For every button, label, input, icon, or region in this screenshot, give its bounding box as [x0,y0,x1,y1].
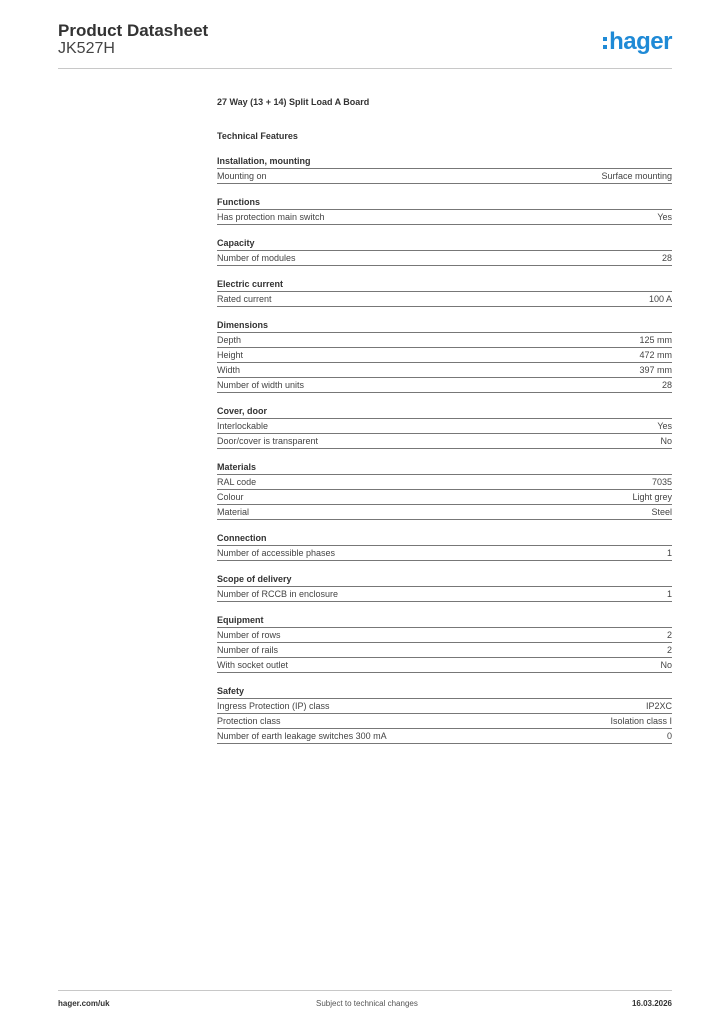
row-value: 7035 [651,477,672,487]
table-row [217,546,672,561]
group-title: Scope of delivery [217,572,672,587]
feature-group [217,195,672,225]
row-value: 125 mm [639,335,672,345]
logo-dots-icon [603,37,607,49]
table-row [217,490,672,505]
group-title: Connection [217,531,672,546]
row-value: 2 [666,630,672,640]
row-label: Width [217,365,241,375]
row-label: RAL code [217,477,257,487]
table-row [217,363,672,378]
table-row [217,628,672,643]
row-label: Protection class [217,716,281,726]
row-value: 0 [666,731,672,741]
row-value: Surface mounting [601,171,672,181]
product-name: 27 Way (13 + 14) Split Load A Board [217,97,370,107]
feature-group [217,572,672,602]
feature-groups [217,154,672,744]
row-label: Number of rails [217,645,279,655]
group-title: Electric current [217,277,672,292]
table-row [217,333,672,348]
row-value: 2 [666,645,672,655]
table-row [217,729,672,744]
feature-group [217,404,672,449]
table-row [217,251,672,266]
feature-group [217,277,672,307]
table-row [217,210,672,225]
row-value: 28 [661,253,672,263]
table-row [217,378,672,393]
feature-group [217,318,672,393]
row-label: Depth [217,335,242,345]
datasheet-content [217,95,672,744]
group-title: Capacity [217,236,672,251]
row-value: No [660,436,672,446]
row-value: 1 [666,589,672,599]
row-value: 397 mm [639,365,672,375]
row-value: Yes [657,212,672,222]
row-label: Height [217,350,244,360]
row-value: Yes [657,421,672,431]
table-row [217,475,672,490]
row-value: 100 A [648,294,672,304]
row-label: Colour [217,492,244,502]
row-value: 28 [661,380,672,390]
row-label: Interlockable [217,421,269,431]
feature-group [217,236,672,266]
row-label: Number of earth leakage switches 300 mA [217,731,387,741]
table-row [217,434,672,449]
group-title: Dimensions [217,318,672,333]
row-value: Isolation class I [610,716,672,726]
table-row [217,658,672,673]
footer-date: 16.03.2026 [631,999,672,1008]
row-value: 1 [666,548,672,558]
row-value: IP2XC [645,701,672,711]
row-label: Number of rows [217,630,281,640]
group-title: Materials [217,460,672,475]
feature-group [217,684,672,744]
footer-website[interactable]: hager.com/uk [58,999,110,1008]
product-code: JK527H [58,40,115,57]
table-row [217,505,672,520]
feature-group [217,613,672,673]
footer-note: Subject to technical changes [316,999,418,1008]
row-label: Door/cover is transparent [217,436,319,446]
table-row [217,292,672,307]
group-title: Safety [217,684,672,699]
table-row [217,714,672,729]
row-value: Steel [651,507,672,517]
row-label: Number of modules [217,253,296,263]
row-label: Has protection main switch [217,212,325,222]
header-title: Product Datasheet [58,21,209,40]
row-label: Number of RCCB in enclosure [217,589,339,599]
group-title: Equipment [217,613,672,628]
logo-text: hager [609,28,672,55]
feature-group [217,460,672,520]
header-divider [58,68,672,69]
feature-group [217,531,672,561]
row-label: Mounting on [217,171,267,181]
group-title: Functions [217,195,672,210]
feature-group [217,154,672,184]
row-value: No [660,660,672,670]
table-row [217,699,672,714]
table-row [217,419,672,434]
section-heading: Technical Features [217,131,298,141]
row-value: Light grey [632,492,672,502]
footer-divider [58,990,672,991]
row-label: Number of width units [217,380,305,390]
table-row [217,643,672,658]
row-label: With socket outlet [217,660,289,670]
row-label: Number of accessible phases [217,548,336,558]
table-row [217,169,672,184]
row-label: Ingress Protection (IP) class [217,701,330,711]
row-value: 472 mm [639,350,672,360]
hager-logo [603,28,672,56]
table-row [217,348,672,363]
group-title: Cover, door [217,404,672,419]
row-label: Material [217,507,250,517]
group-title: Installation, mounting [217,154,672,169]
table-row [217,587,672,602]
row-label: Rated current [217,294,272,304]
